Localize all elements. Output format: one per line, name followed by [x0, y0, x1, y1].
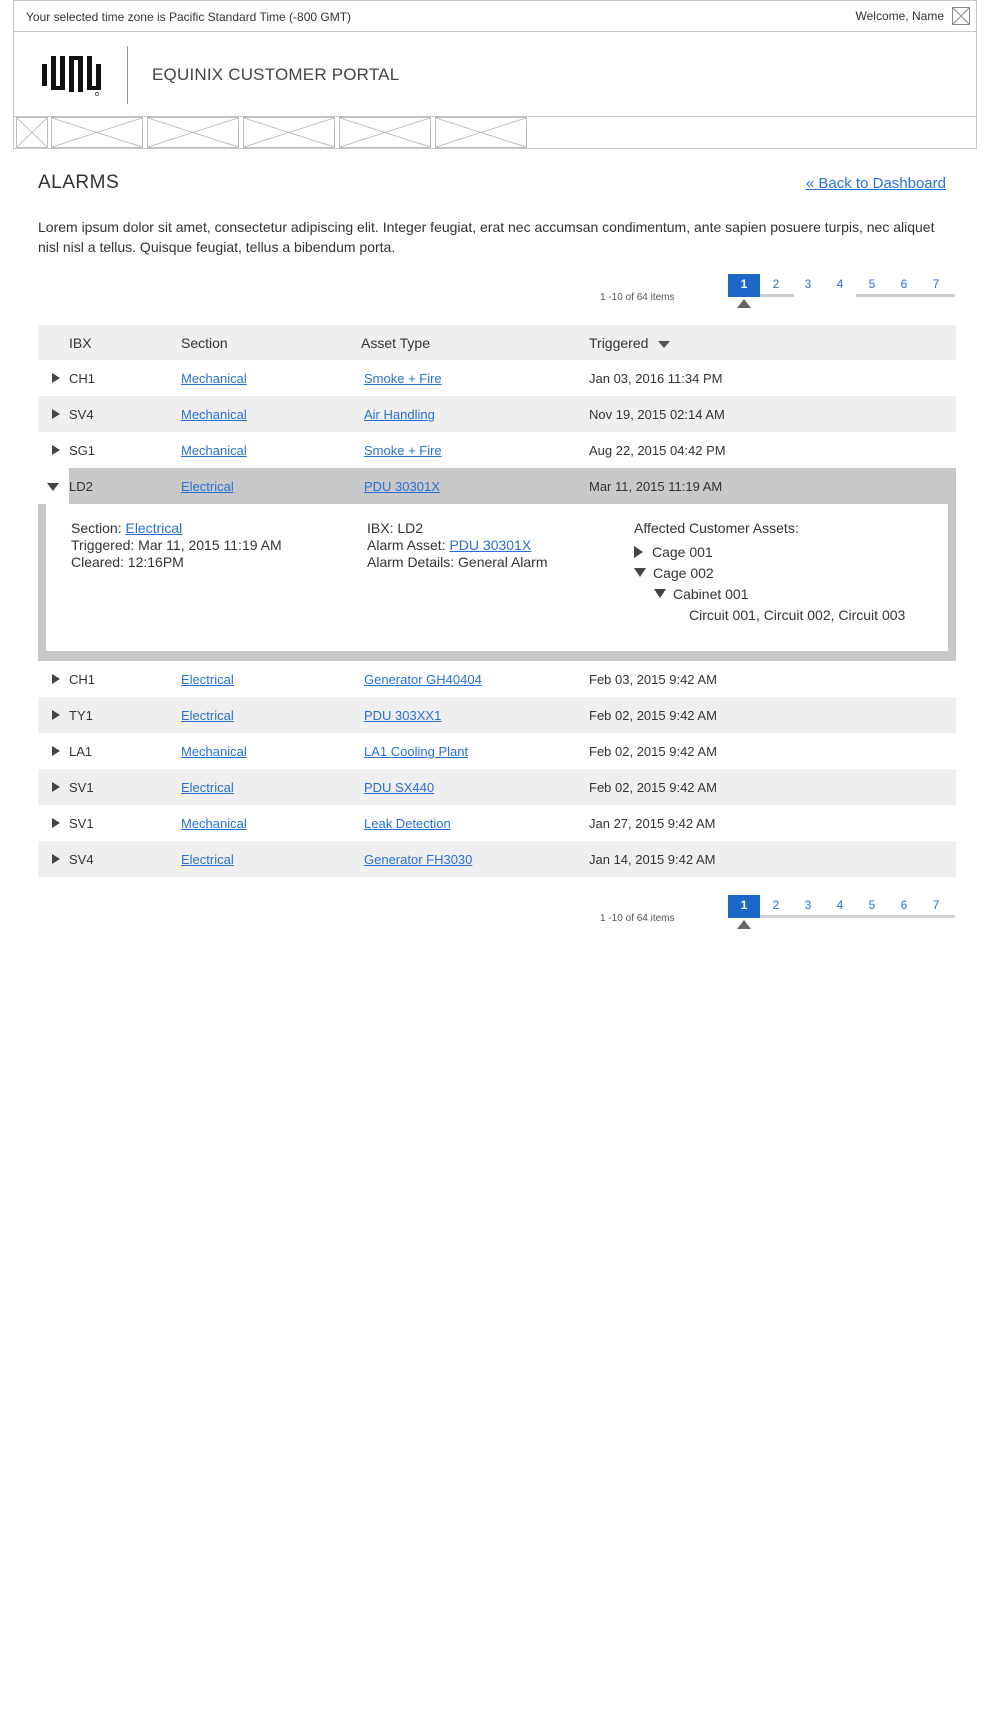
- cell-asset-link[interactable]: PDU SX440: [364, 780, 435, 795]
- expand-triangle-icon[interactable]: [52, 818, 60, 828]
- detail-section-label: Section:: [71, 520, 126, 536]
- cell-triggered: Feb 02, 2015 9:42 AM: [589, 780, 717, 795]
- table-header: [38, 325, 956, 360]
- cell-ibx: SG1: [69, 443, 96, 458]
- nav-item-placeholder[interactable]: [16, 117, 48, 148]
- column-header-triggered[interactable]: [589, 335, 670, 351]
- collapse-triangle-icon[interactable]: [47, 483, 59, 491]
- header: [13, 32, 977, 117]
- detail-alarm-asset-label: Alarm Asset:: [367, 537, 450, 553]
- tree-node-cage[interactable]: [634, 542, 905, 563]
- asset-tree: [634, 542, 905, 626]
- item-count: 1 -10 of 64 items: [600, 292, 675, 303]
- cell-asset-link[interactable]: PDU 30301X: [364, 479, 440, 494]
- table-row[interactable]: [38, 805, 956, 841]
- page-link-6[interactable]: 6: [900, 898, 908, 912]
- detail-alarm-details: Alarm Details: General Alarm: [367, 554, 548, 570]
- pager-track: [794, 915, 955, 918]
- cell-section-link[interactable]: Mechanical: [181, 407, 247, 422]
- cell-ibx: SV1: [69, 816, 94, 831]
- current-page-indicator-icon: [737, 920, 751, 929]
- page-link-1[interactable]: 1: [728, 895, 760, 915]
- detail-column-2: [367, 520, 548, 571]
- back-to-dashboard-link[interactable]: « Back to Dashboard: [805, 175, 946, 192]
- intro-text: Lorem ipsum dolor sit amet, consectetur adipiscing elit. Integer feugiat, erat nec accumsan condimentum, ante sapien posuere turpis, nec aliquet nisl nisl a tellus. Quisque feugiat, tellus a bibendum porta.: [38, 219, 935, 255]
- cell-ibx: CH1: [69, 371, 96, 386]
- cell-triggered: Feb 02, 2015 9:42 AM: [589, 708, 717, 723]
- page-link-4[interactable]: 4: [836, 277, 844, 291]
- timezone-text: Your selected time zone is Pacific Standard Time (-800 GMT): [26, 10, 352, 24]
- cell-section-link[interactable]: Electrical: [181, 479, 234, 494]
- pager-track-active: [728, 294, 760, 297]
- table-row[interactable]: [38, 697, 956, 733]
- table-row[interactable]: [38, 396, 956, 432]
- cell-ibx: TY1: [69, 708, 93, 723]
- pagination-top: [600, 274, 955, 314]
- cell-section-link[interactable]: Mechanical: [181, 443, 247, 458]
- expand-triangle-icon[interactable]: [52, 782, 60, 792]
- cell-section-link[interactable]: Electrical: [181, 780, 234, 795]
- expand-triangle-icon[interactable]: [634, 546, 643, 558]
- sort-caret-down-icon[interactable]: [658, 341, 670, 348]
- detail-triggered: Triggered: Mar 11, 2015 11:19 AM: [71, 537, 282, 553]
- page-link-5[interactable]: 5: [868, 898, 876, 912]
- column-header-triggered-label: Triggered: [589, 335, 649, 351]
- header-divider: [127, 46, 128, 104]
- nav-item-placeholder[interactable]: [51, 117, 143, 148]
- cell-section-link[interactable]: Mechanical: [181, 371, 247, 386]
- cell-triggered: Jan 03, 2016 11:34 PM: [589, 371, 723, 386]
- cell-ibx: LD2: [69, 479, 93, 494]
- detail-ibx: IBX: LD2: [367, 520, 424, 536]
- expand-triangle-icon[interactable]: [52, 710, 60, 720]
- page-link-1[interactable]: 1: [728, 274, 760, 294]
- detail-cleared: Cleared: 12:16PM: [71, 554, 184, 570]
- page-link-5[interactable]: 5: [868, 277, 876, 291]
- tree-node-cabinet[interactable]: [634, 584, 905, 605]
- pager-track: [856, 294, 955, 297]
- expand-triangle-icon[interactable]: [52, 854, 60, 864]
- cell-triggered: Feb 02, 2015 9:42 AM: [589, 744, 717, 759]
- page-link-2[interactable]: 2: [772, 277, 780, 291]
- detail-alarm-asset-link[interactable]: PDU 30301X: [449, 537, 532, 553]
- alarm-detail-panel: [38, 504, 956, 661]
- nav-item-placeholder[interactable]: [243, 117, 335, 148]
- top-bar: [13, 0, 977, 32]
- cell-section-link[interactable]: Electrical: [181, 708, 234, 723]
- page-link-7[interactable]: 7: [932, 898, 940, 912]
- tree-node-cage[interactable]: [634, 563, 905, 584]
- portal-title: EQUINIX CUSTOMER PORTAL: [152, 65, 400, 84]
- cell-ibx: SV1: [69, 780, 94, 795]
- cell-asset-link[interactable]: Leak Detection: [364, 816, 451, 831]
- cell-section-link[interactable]: Mechanical: [181, 816, 247, 831]
- detail-column-1: [71, 520, 282, 571]
- tree-node-label: Cage 001: [652, 544, 713, 560]
- collapse-triangle-icon[interactable]: [634, 568, 646, 577]
- page-link-2[interactable]: 2: [772, 898, 780, 912]
- image-placeholder-icon[interactable]: [952, 7, 970, 25]
- table-row-expanded[interactable]: [38, 468, 956, 504]
- cell-asset-link[interactable]: Air Handling: [364, 407, 435, 422]
- table-row[interactable]: [38, 432, 956, 468]
- cell-ibx: CH1: [69, 672, 96, 687]
- column-header-section[interactable]: Section: [181, 335, 228, 351]
- cell-ibx: SV4: [69, 852, 94, 867]
- page-title: ALARMS: [38, 172, 120, 193]
- cell-asset-link[interactable]: Smoke + Fire: [364, 371, 442, 386]
- cell-triggered: Aug 22, 2015 04:42 PM: [589, 443, 726, 458]
- table-row[interactable]: [38, 360, 956, 396]
- tree-node-label: Cabinet 001: [673, 586, 749, 602]
- page-link-7[interactable]: 7: [932, 277, 940, 291]
- equinix-logo[interactable]: [42, 54, 104, 96]
- nav-item-placeholder[interactable]: [435, 117, 527, 148]
- alarms-table: [38, 325, 956, 877]
- cell-ibx: SV4: [69, 407, 94, 422]
- expand-triangle-icon[interactable]: [52, 445, 60, 455]
- cell-triggered: Feb 03, 2015 9:42 AM: [589, 672, 717, 687]
- collapse-triangle-icon[interactable]: [654, 589, 666, 598]
- expand-triangle-icon[interactable]: [52, 746, 60, 756]
- cell-triggered: Nov 19, 2015 02:14 AM: [589, 407, 725, 422]
- table-row[interactable]: [38, 661, 956, 697]
- page-link-3[interactable]: 3: [804, 277, 812, 291]
- nav-item-placeholder[interactable]: [339, 117, 431, 148]
- expand-triangle-icon[interactable]: [52, 674, 60, 684]
- cell-section-link[interactable]: Electrical: [181, 672, 234, 687]
- cell-asset-link[interactable]: Generator GH40404: [364, 672, 482, 687]
- page-link-6[interactable]: 6: [900, 277, 908, 291]
- page-link-4[interactable]: 4: [836, 898, 844, 912]
- item-count: 1 -10 of 64 items: [600, 913, 675, 924]
- expand-triangle-icon[interactable]: [52, 409, 60, 419]
- tree-node-circuits: Circuit 001, Circuit 002, Circuit 003: [689, 607, 906, 623]
- pager-track-active: [728, 915, 760, 918]
- detail-section-link[interactable]: Electrical: [125, 520, 183, 536]
- nav-item-placeholder[interactable]: [147, 117, 239, 148]
- cell-asset-link[interactable]: Smoke + Fire: [364, 443, 442, 458]
- cell-ibx: LA1: [69, 744, 93, 759]
- affected-assets-title: Affected Customer Assets:: [634, 520, 799, 536]
- table-row[interactable]: [38, 841, 956, 877]
- nav-bar: [13, 117, 977, 149]
- affected-assets: [634, 520, 905, 626]
- table-row[interactable]: [38, 769, 956, 805]
- pagination-bottom: [600, 895, 955, 935]
- welcome-text[interactable]: Welcome, Name: [855, 9, 944, 23]
- cell-asset-link[interactable]: PDU 303XX1: [364, 708, 442, 723]
- cell-triggered: Mar 11, 2015 11:19 AM: [589, 479, 723, 494]
- cell-asset-link[interactable]: LA1 Cooling Plant: [364, 744, 469, 759]
- cell-triggered: Jan 14, 2015 9:42 AM: [589, 852, 716, 867]
- current-page-indicator-icon: [737, 299, 751, 308]
- expand-triangle-icon[interactable]: [52, 373, 60, 383]
- column-header-asset-type[interactable]: Asset Type: [361, 335, 431, 351]
- tree-node-label: Cage 002: [653, 565, 714, 581]
- page-link-3[interactable]: 3: [804, 898, 812, 912]
- table-row[interactable]: [38, 733, 956, 769]
- cell-section-link[interactable]: Mechanical: [181, 744, 247, 759]
- cell-section-link[interactable]: Electrical: [181, 852, 234, 867]
- column-header-ibx[interactable]: IBX: [69, 335, 92, 351]
- cell-asset-link[interactable]: Generator FH3030: [364, 852, 473, 867]
- cell-triggered: Jan 27, 2015 9:42 AM: [589, 816, 716, 831]
